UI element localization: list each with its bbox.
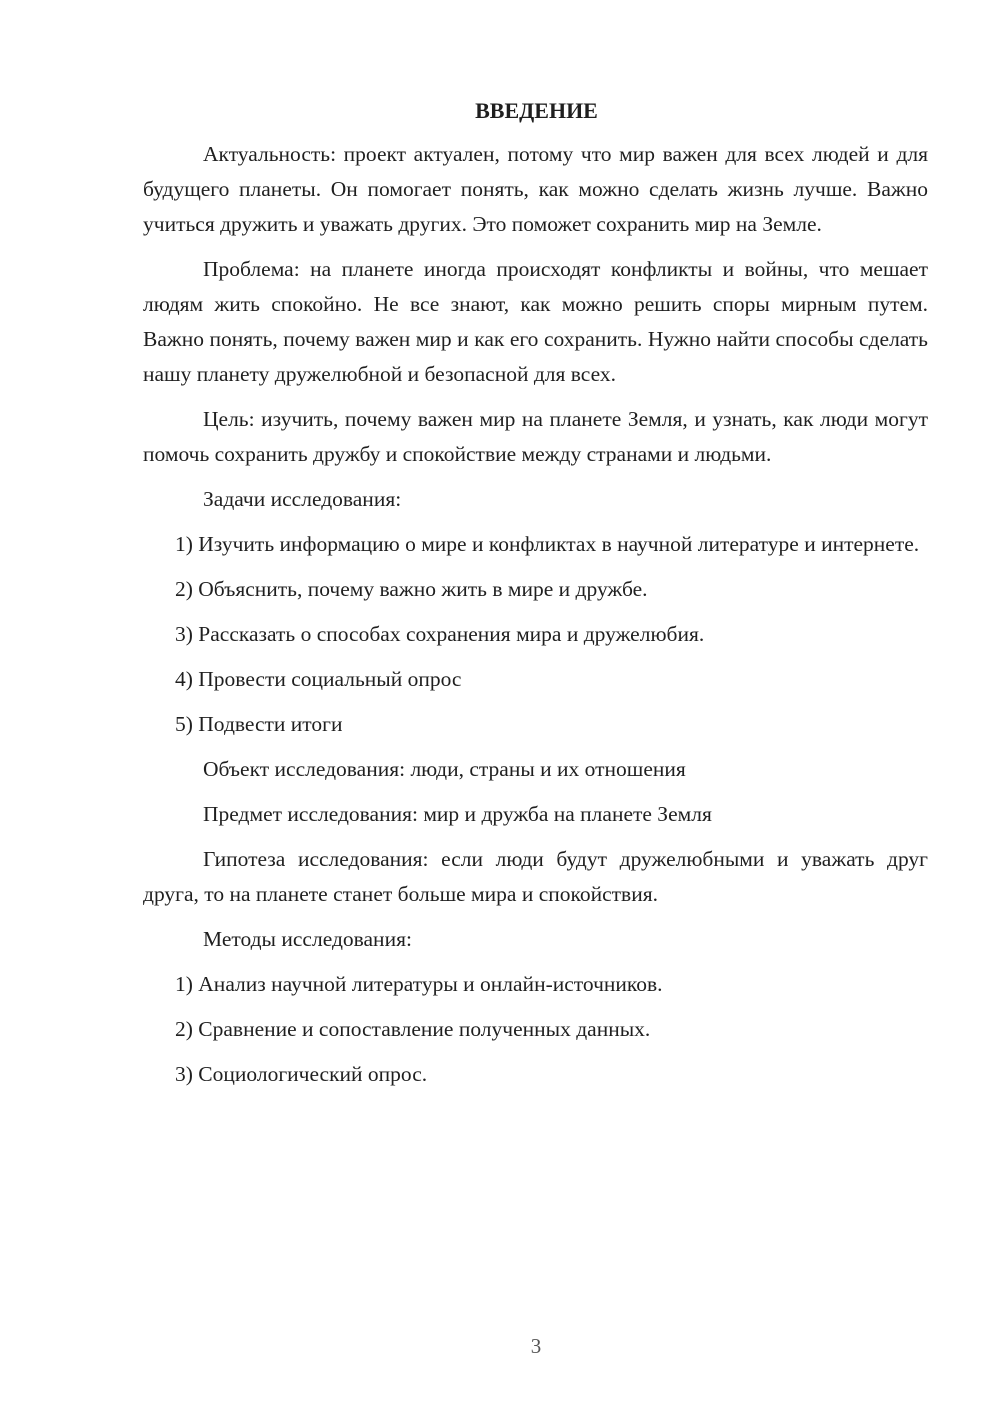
object-paragraph: Объект исследования: люди, страны и их отношения	[203, 757, 686, 781]
task-item: 3) Рассказать о способах сохранения мира и дружелюбия.	[175, 622, 705, 646]
subject-paragraph: Предмет исследования: мир и дружба на планете Земля	[203, 802, 712, 826]
task-item: 2) Объяснить, почему важно жить в мире и дружбе.	[175, 577, 648, 601]
methods-heading: Методы исследования:	[203, 927, 412, 951]
section-heading: ВВЕДЕНИЕ	[475, 98, 598, 123]
relevance-paragraph: Актуальность: проект актуален, потому что мир важен для всех людей и для будущего планеты. Он помогает понять, как можно сделать жизнь лучше. Важно учиться дружить и уважать других. Это поможет сохранить мир на Земле.	[143, 142, 928, 236]
method-item: 1) Анализ научной литературы и онлайн-источников.	[175, 972, 663, 996]
goal-paragraph: Цель: изучить, почему важен мир на планете Земля, и узнать, как люди могут помочь сохранить дружбу и спокойствие между странами и людьми.	[143, 407, 928, 466]
problem-paragraph: Проблема: на планете иногда происходят конфликты и войны, что мешает людям жить спокойно. Не все знают, как можно решить споры мирным путем. Важно понять, почему важен мир и как его сохранить. Нужно найти способы сделать нашу планету дружелюбной и безопасной для всех.	[143, 257, 928, 386]
page-content	[143, 96, 928, 1102]
method-item: 3) Социологический опрос.	[175, 1062, 428, 1086]
page-number: 3	[530, 1334, 542, 1358]
tasks-heading: Задачи исследования:	[203, 487, 402, 511]
task-item: 5) Подвести итоги	[175, 712, 343, 736]
hypothesis-paragraph: Гипотеза исследования: если люди будут дружелюбными и уважать друг друга, то на планете станет больше мира и спокойствия.	[143, 847, 928, 906]
method-item: 2) Сравнение и сопоставление полученных данных.	[175, 1017, 651, 1041]
task-item: 4) Провести социальный опрос	[175, 667, 462, 691]
task-item: 1) Изучить информацию о мире и конфликтах в научной литературе и интернете.	[175, 532, 920, 556]
